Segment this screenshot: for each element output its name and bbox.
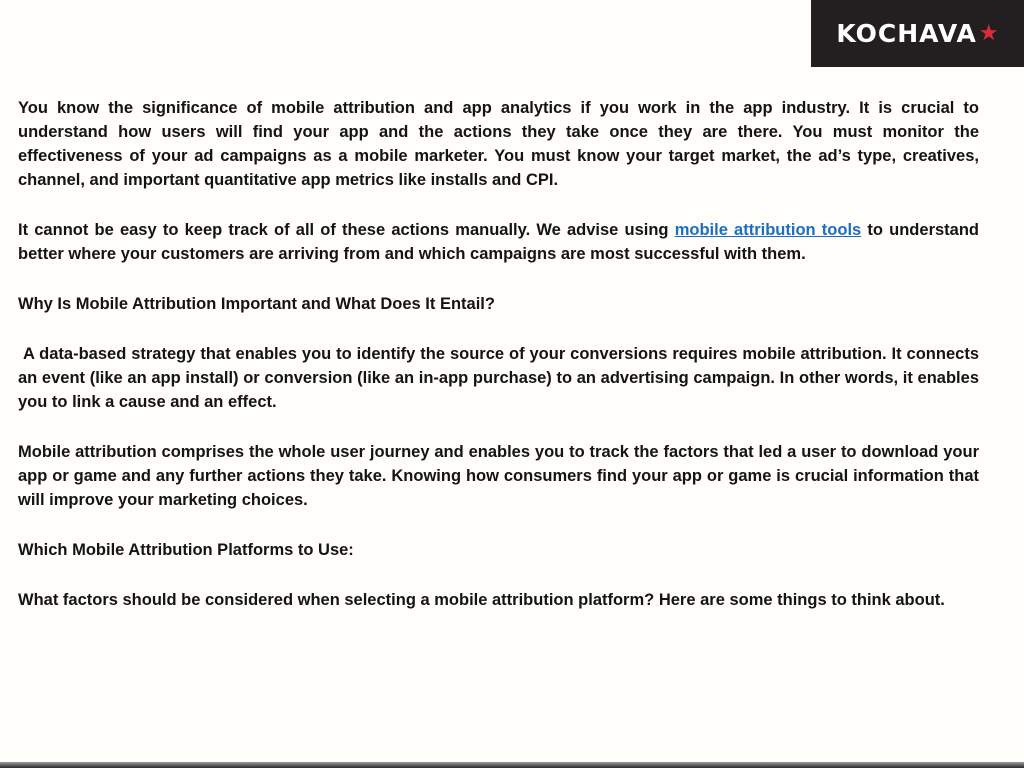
paragraph-intro: You know the significance of mobile attribution and app analytics if you work in the app industry. It is crucial to understand how users will find your app and the actions they take once they are there. You must monitor the effectiveness of your ad campaigns as a mobile marketer. You must know your target market, the ad’s type, creatives, channel, and important quantitative app metrics like installs and CPI. (18, 99, 979, 189)
heading-platforms: Which Mobile Attribution Platforms to Use: (18, 541, 354, 559)
paragraph-factors: What factors should be considered when selecting a mobile attribution platform? Here are some things to think about. (18, 591, 945, 609)
paragraph-strategy: A data-based strategy that enables you to identify the source of your conversions requires mobile attribution. It connects an event (like an app install) or conversion (like an in-app purchase) to an advertising campaign. In other words, it enables you to link a cause and an effect. (18, 345, 984, 411)
paragraph-tools (18, 218, 979, 266)
logo-text: KOCHAVA (836, 19, 977, 48)
article-body (18, 96, 984, 638)
paragraph-tools-after: to understand better where your customers are arriving from and which campaigns are most successful with them. (18, 221, 979, 263)
mobile-attribution-tools-link[interactable]: mobile attribution tools (674, 221, 862, 239)
star-icon: ★ (978, 19, 999, 45)
kochava-logo (811, 0, 1024, 67)
paragraph-journey: Mobile attribution comprises the whole user journey and enables you to track the factors that led a user to download your app or game and any further actions they take. Knowing how consumers find your app or game is crucial information that will improve your marketing choices. (18, 443, 979, 509)
bottom-border (0, 762, 1024, 768)
paragraph-tools-before: It cannot be easy to keep track of all of these actions manually. We advise using (18, 221, 675, 239)
heading-importance: Why Is Mobile Attribution Important and What Does It Entail? (18, 295, 495, 313)
